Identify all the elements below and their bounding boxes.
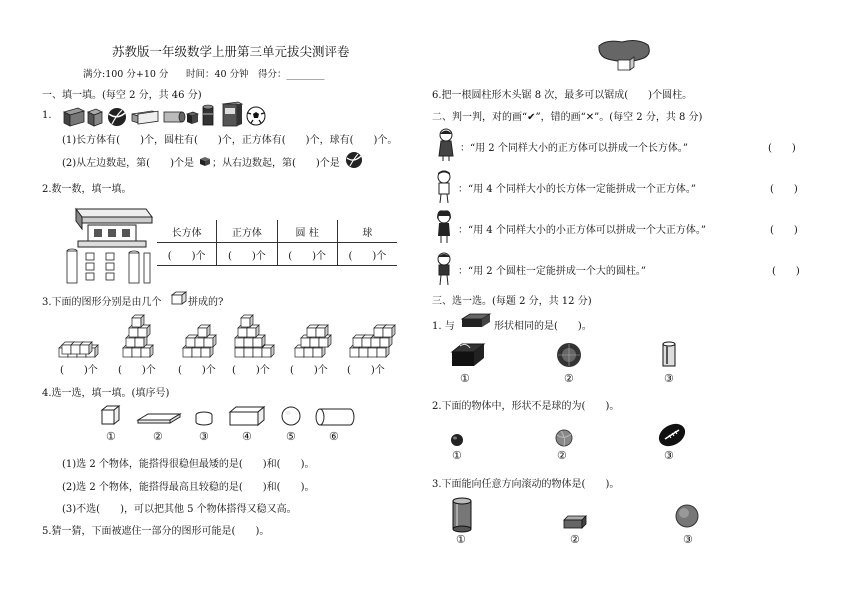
boy-avatar-icon bbox=[434, 170, 454, 204]
count-table bbox=[157, 220, 397, 266]
q3-tail: 拼成的? bbox=[188, 297, 224, 308]
small-box-option bbox=[564, 516, 586, 528]
cube-shape bbox=[102, 406, 119, 424]
q4-prompt: 4.选一选，填一填。(填序号) bbox=[42, 388, 170, 399]
table-row bbox=[157, 243, 397, 266]
ball-object bbox=[108, 108, 126, 126]
soccer-ball-object bbox=[247, 107, 265, 125]
q4-shapes bbox=[98, 404, 363, 434]
cube-stacks bbox=[55, 315, 405, 363]
cube-stack-4 bbox=[235, 315, 274, 357]
lying-cylinder-shape bbox=[316, 409, 354, 425]
q6-prompt: 6.把一根圆柱形木头锯 8 次，最多可以锯成( )个圆柱。 bbox=[432, 90, 693, 101]
answer-blank[interactable]: ( )个 bbox=[347, 365, 385, 376]
judge-blank-1[interactable]: ( ) bbox=[768, 143, 796, 154]
section-3-title: 三、选一选。(每题 2 分，共 12 分) bbox=[432, 296, 592, 307]
cuboid-shape bbox=[230, 407, 264, 425]
q4-part2: (2)选 2 个物体，能搭得最高且较稳的是( )和( )。 bbox=[62, 482, 315, 493]
long-box-object bbox=[132, 111, 158, 124]
option-label: ⑥ bbox=[329, 430, 339, 443]
girl-avatar-icon bbox=[436, 128, 456, 162]
short-cylinder-shape bbox=[196, 412, 212, 425]
cube-object bbox=[88, 109, 102, 126]
judge-blank-4[interactable]: ( ) bbox=[772, 266, 800, 277]
option-label: ③ bbox=[664, 372, 674, 385]
section-2-title: 二、判一判，对的画“✔”，错的画“✕”。(每空 2 分，共 8 分) bbox=[432, 112, 703, 123]
judge-statement-3: ：“用 4 个同样大小的小正方体可以拼成一个大正方体。” bbox=[458, 225, 706, 236]
q4-part3: (3)不选( )，可以把其他 5 个物体搭得又稳又高。 bbox=[62, 504, 297, 515]
option-label: ① bbox=[460, 372, 470, 385]
cylinder-object bbox=[164, 112, 185, 122]
time-limit: 时间：40 分钟 bbox=[186, 69, 249, 80]
building-block-castle bbox=[62, 207, 154, 289]
covered-shape-figure bbox=[596, 38, 652, 76]
girl-avatar-icon bbox=[434, 210, 454, 244]
small-ball-option bbox=[451, 434, 463, 446]
judge-blank-2[interactable]: ( ) bbox=[770, 184, 798, 195]
answer-blank[interactable]: ( )个 bbox=[217, 243, 277, 266]
judge-statement-4: ：“用 2 个圆柱一定能拼成一个大的圆柱。” bbox=[458, 266, 646, 277]
orange-ball-option bbox=[556, 430, 572, 446]
ball-icon bbox=[345, 151, 363, 169]
judge-statement-1: ：“用 2 个同样大小的正方体可以拼成一个长方体。” bbox=[460, 143, 688, 154]
answer-blank[interactable]: ( )个 bbox=[277, 243, 337, 266]
q2-prompt: 2.数一数，填一填。 bbox=[42, 184, 132, 195]
q1-part1: (1)长方体有( )个，圆柱有( )个，正方体有( )个，球有( )个。 bbox=[62, 135, 398, 146]
q1-object-row bbox=[60, 100, 270, 132]
answer-blank[interactable]: ( )个 bbox=[337, 243, 397, 266]
section-1-title: 一、填一填。(每空 2 分，共 46 分) bbox=[42, 90, 202, 101]
c3-options bbox=[448, 496, 698, 534]
dark-cube-object bbox=[187, 112, 198, 124]
q3-prompt: 3.下面的图形分别是由几个 bbox=[42, 297, 162, 308]
football-option bbox=[655, 419, 689, 450]
dark-cube-icon bbox=[200, 156, 212, 166]
option-label: ① bbox=[452, 449, 462, 462]
boy-avatar-icon bbox=[434, 252, 454, 286]
full-score: 满分:100 分+10 分 bbox=[83, 69, 169, 80]
q1-part2-a: (2)从左边数起，第( )个是 bbox=[62, 158, 194, 169]
flat-board-shape bbox=[138, 414, 180, 423]
q4-part1: (1)选 2 个物体，能搭得很稳但最矮的是( )和( )。 bbox=[62, 459, 315, 470]
cube-stack-5 bbox=[295, 325, 331, 357]
option-label: ① bbox=[106, 430, 116, 443]
answer-blank[interactable]: ( )个 bbox=[290, 365, 328, 376]
cube-stack-6 bbox=[350, 325, 395, 357]
c2-options bbox=[448, 420, 688, 450]
table-header: 球 bbox=[337, 220, 397, 243]
option-label: ② bbox=[557, 449, 567, 462]
table-header: 圆 柱 bbox=[277, 220, 337, 243]
sphere-shape bbox=[282, 407, 300, 425]
option-label: ④ bbox=[242, 430, 252, 443]
score-field[interactable]: 得分：________ bbox=[258, 69, 325, 80]
table-header: 长方体 bbox=[157, 220, 217, 243]
option-label: ⑤ bbox=[286, 430, 296, 443]
q1-part2-b: ；从右边数起，第( )个是 bbox=[212, 158, 340, 169]
c3-prompt: 3.下面能向任意方向滚动的物体是( )。 bbox=[432, 479, 620, 490]
judge-blank-3[interactable]: ( ) bbox=[770, 225, 798, 236]
answer-blank[interactable]: ( )个 bbox=[157, 243, 217, 266]
page-title: 苏教版一年级数学上册第三单元拔尖测评卷 bbox=[112, 44, 350, 59]
can-object bbox=[203, 105, 213, 125]
tall-box-object bbox=[223, 102, 242, 126]
dark-box-icon bbox=[460, 313, 492, 329]
sphere-option bbox=[676, 505, 698, 527]
q1-number: 1. bbox=[42, 110, 52, 121]
c1-options bbox=[448, 340, 688, 372]
option-label: ③ bbox=[199, 430, 209, 443]
option-label: ① bbox=[456, 533, 466, 546]
answer-blank[interactable]: ( )个 bbox=[118, 365, 156, 376]
q5-prompt: 5.猜一猜，下面被遮住一部分的图形可能是( )。 bbox=[42, 526, 270, 537]
option-label: ② bbox=[153, 430, 163, 443]
table-header: 正方体 bbox=[217, 220, 277, 243]
cube-stack-1 bbox=[59, 342, 98, 357]
table-row bbox=[157, 220, 397, 243]
unit-cube-icon bbox=[171, 291, 187, 305]
c1-prompt-b: 形状相同的是( )。 bbox=[494, 321, 592, 332]
cube-stack-3 bbox=[183, 325, 216, 357]
cube-stack-2 bbox=[123, 315, 153, 357]
gift-box-option bbox=[452, 344, 484, 366]
disco-ball-option bbox=[557, 343, 581, 367]
option-label: ③ bbox=[664, 449, 674, 462]
tall-cylinder-option bbox=[453, 498, 471, 532]
box-object bbox=[64, 108, 84, 126]
option-label: ② bbox=[570, 533, 580, 546]
judge-statement-2: ：“用 4 个同样大小的长方体一定能拼成一个正方体。” bbox=[458, 184, 696, 195]
answer-blank[interactable]: ( )个 bbox=[232, 365, 270, 376]
c1-prompt-a: 1. 与 bbox=[432, 321, 455, 332]
answer-blank[interactable]: ( )个 bbox=[60, 365, 98, 376]
cup-option bbox=[663, 342, 675, 366]
answer-blank[interactable]: ( )个 bbox=[178, 365, 216, 376]
c2-prompt: 2.下面的物体中，形状不是球的为( )。 bbox=[432, 401, 620, 412]
option-label: ② bbox=[564, 372, 574, 385]
option-label: ③ bbox=[683, 533, 693, 546]
